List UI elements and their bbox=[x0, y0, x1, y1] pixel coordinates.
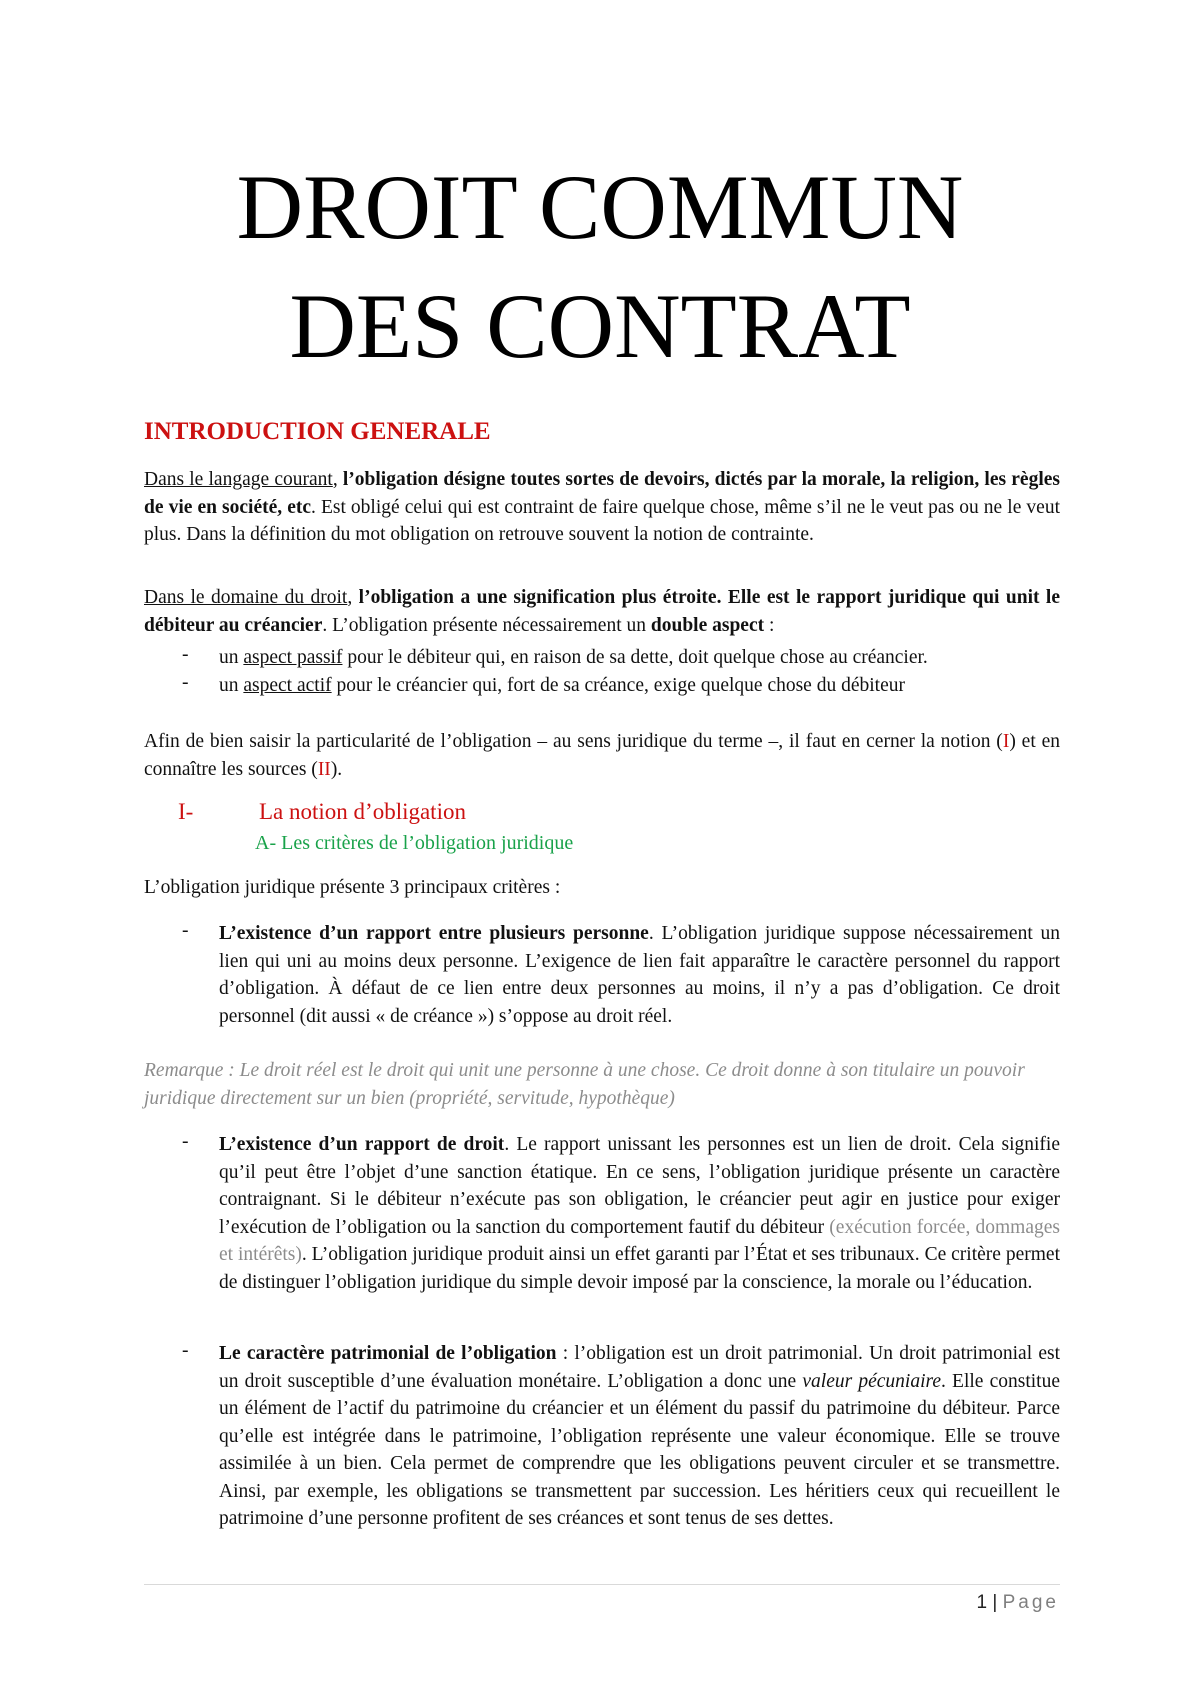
paragraph-domaine-droit: Dans le domaine du droit, l’obligation a une signification plus étroite. Elle est le rapport juridique qui unit le débiteur au créancier. L’obligation présente nécessairement un double aspect : bbox=[144, 587, 1061, 636]
list-item-aspect-actif: un aspect actif pour le créancier qui, fort de sa créance, exige quelque chose du débiteur bbox=[219, 675, 905, 696]
bold-definition: l’obligation a une signification plus étroite. Elle est le rapport juridique qui unit le débiteur au créancier bbox=[144, 587, 1061, 636]
page-footer: 1 | Page bbox=[976, 1592, 1059, 1613]
page-number: 1 bbox=[976, 1592, 988, 1613]
section-number: I- bbox=[178, 799, 194, 824]
list-dash: - bbox=[182, 672, 189, 693]
list-dash: - bbox=[182, 1340, 189, 1361]
remark-droit-reel: Remarque : Le droit réel est le droit qui unit une personne à une chose. Ce droit donne à son titulaire un pouvoir juridique directement sur un bien (propriété, servitude, hypothèque) bbox=[144, 1060, 1025, 1109]
list-dash: - bbox=[182, 1131, 189, 1152]
underlined-lead: Dans le langage courant bbox=[144, 469, 333, 490]
list-dash: - bbox=[182, 920, 189, 941]
section-title: La notion d’obligation bbox=[259, 799, 466, 824]
page-label: Page bbox=[1002, 1592, 1059, 1613]
document-title-line2: DES CONTRAT bbox=[289, 275, 911, 377]
criterion-patrimonial: Le caractère patrimonial de l’obligation : l’obligation est un droit patrimonial. Un droit patrimonial est un droit susceptible d’une évaluation monétaire. L’obligation a donc une valeur pécuniaire. Elle constitue un élément de l’actif du patrimoine du créancier et un élément du passif du patrimoine du débiteur. Parce qu’elle est intégrée dans le patrimoine, l’obligation représente une valeur économique. Elle se trouve assimilée à un bien. Cela permet de comprendre que les obligations peuvent circuler et se transmettre. Ainsi, par exemple, les obligations se transmettent par succession. Les héritiers ceux qui recueillent le patrimoine d’une personne profitent de ses créances et sont tenus de ses dettes. bbox=[219, 1343, 1060, 1529]
list-dash: - bbox=[182, 644, 189, 665]
paragraph-langage-courant: Dans le langage courant, l’obligation désigne toutes sortes de devoirs, dictés par la morale, la religion, les règles de vie en société, etc. Est obligé celui qui est contraint de faire quelque chose, même s’il ne le veut pas ou ne le veut plus. Dans la définition du mot obligation on retrouve souvent la notion de contrainte. bbox=[144, 469, 1060, 545]
criteria-intro: L’obligation juridique présente 3 principaux critères : bbox=[144, 877, 561, 898]
document-title-line1: DROIT COMMUN bbox=[236, 156, 964, 258]
paragraph-afin: Afin de bien saisir la particularité de l’obligation – au sens juridique du terme –, il faut en cerner la notion (I) et en connaître les sources (II). bbox=[144, 731, 1060, 780]
footer-divider bbox=[144, 1584, 1060, 1585]
intro-heading: INTRODUCTION GENERALE bbox=[144, 418, 491, 445]
criterion-rapport-personnes: L’existence d’un rapport entre plusieurs personne. L’obligation juridique suppose nécessairement un lien qui uni au moins deux personne. L’exigence de lien fait apparaître le caractère personnel du rapport d’obligation. À défaut de ce lien entre deux personnes au moins, il n’y a pas d’obligation. Ce droit personnel (dit aussi « de créance ») s’oppose au droit réel. bbox=[219, 923, 1060, 1027]
bold-definition: l’obligation désigne toutes sortes de devoirs, dictés par la morale, la religion, les règles de vie en société, etc bbox=[144, 469, 1060, 518]
criterion-rapport-droit: L’existence d’un rapport de droit. Le rapport unissant les personnes est un lien de droit. Cela signifie qu’il peut être l’objet d’une sanction étatique. En ce sens, l’obligation juridique présente un caractère contraignant. Si le débiteur n’exécute pas son obligation, le créancier peut agir en justice pour exiger l’exécution de l’obligation ou la sanction du comportement fautif du débiteur (exécution forcée, dommages et intérêts). L’obligation juridique produit ainsi un effet garanti par l’État et ses tribunaux. Ce critère permet de distinguer l’obligation juridique du simple devoir imposé par la conscience, la morale ou l’éducation. bbox=[219, 1134, 1060, 1293]
list-item-aspect-passif: un aspect passif pour le débiteur qui, en raison de sa dette, doit quelque chose au créancier. bbox=[219, 647, 928, 668]
subsection-title: A- Les critères de l’obligation juridique bbox=[255, 832, 574, 854]
underlined-lead: Dans le domaine du droit bbox=[144, 587, 348, 608]
